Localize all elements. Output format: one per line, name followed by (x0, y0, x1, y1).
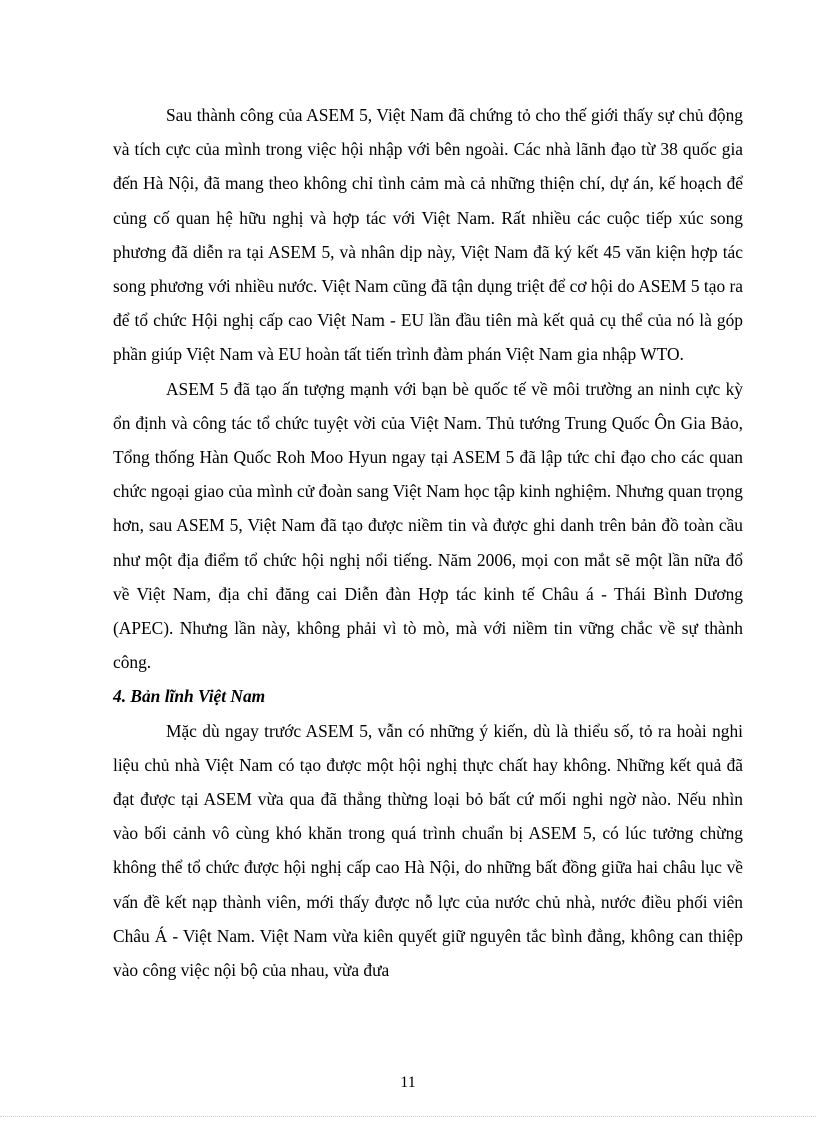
page-number: 11 (400, 1074, 416, 1091)
paragraph-asem5-success: Sau thành công của ASEM 5, Việt Nam đã chứng tỏ cho thế giới thấy sự chủ động và tích cực của mình trong việc hội nhập với bên ngoài. Các nhà lãnh đạo từ 38 quốc gia đến Hà Nội, đã mang theo không chỉ tình cảm mà cả những thiện chí, dự án, kế hoạch để củng cố quan hệ hữu nghị và hợp tác với Việt Nam. Rất nhiều các cuộc tiếp xúc song phương đã diễn ra tại ASEM 5, và nhân dịp này, Việt Nam đã ký kết 45 văn kiện hợp tác song phương với nhiều nước. Việt Nam cũng đã tận dụng triệt để cơ hội do ASEM 5 tạo ra để tổ chức Hội nghị cấp cao Việt Nam - EU lần đầu tiên mà kết quả cụ thể của nó là góp phần giúp Việt Nam và EU hoàn tất tiến trình đàm phán Việt Nam gia nhập WTO. (113, 105, 743, 365)
paragraph-asem5-impression: ASEM 5 đã tạo ấn tượng mạnh với bạn bè quốc tế về môi trường an ninh cực kỳ ổn định và công tác tổ chức tuyệt vời của Việt Nam. Thủ tướng Trung Quốc Ôn Gia Bảo, Tổng thống Hàn Quốc Roh Moo Hyun ngay tại ASEM 5 đã lập tức chỉ đạo cho các quan chức ngoại giao của mình cử đoàn sang Việt Nam học tập kinh nghiệm. Nhưng quan trọng hơn, sau ASEM 5, Việt Nam đã tạo được niềm tin và được ghi danh trên bản đồ toàn cầu như một địa điểm tổ chức hội nghị nổi tiếng. Năm 2006, mọi con mắt sẽ một lần nữa đổ về Việt Nam, địa chỉ đăng cai Diễn đàn Hợp tác kinh tế Châu á - Thái Bình Dương (APEC). Nhưng lần này, không phải vì tò mò, mà với niềm tin vững chắc về sự thành công. (113, 378, 743, 673)
paragraph-vietnam-capability: Mặc dù ngay trước ASEM 5, vẫn có những ý kiến, dù là thiểu số, tỏ ra hoài nghi liệu chủ nhà Việt Nam có tạo được một hội nghị thực chất hay không. Những kết quả đã đạt được tại ASEM vừa qua đã thẳng thừng loại bỏ bất cứ mối nghi ngờ nào. Nếu nhìn vào bối cảnh vô cùng khó khăn trong quá trình chuẩn bị ASEM 5, có lúc tưởng chừng không thể tổ chức được hội nghị cấp cao Hà Nội, do những bất đồng giữa hai châu lục về vấn đề kết nạp thành viên, mới thấy được nỗ lực của nước chủ nhà, nước điều phối viên Châu Á - Việt Nam. Việt Nam vừa kiên quyết giữ nguyên tắc bình đẳng, không can thiệp vào công việc nội bộ của nhau, vừa đưa (113, 720, 743, 981)
section-heading: 4. Bản lĩnh Việt Nam (113, 686, 266, 707)
page-content (113, 98, 743, 987)
page-bottom-divider (0, 1116, 816, 1117)
